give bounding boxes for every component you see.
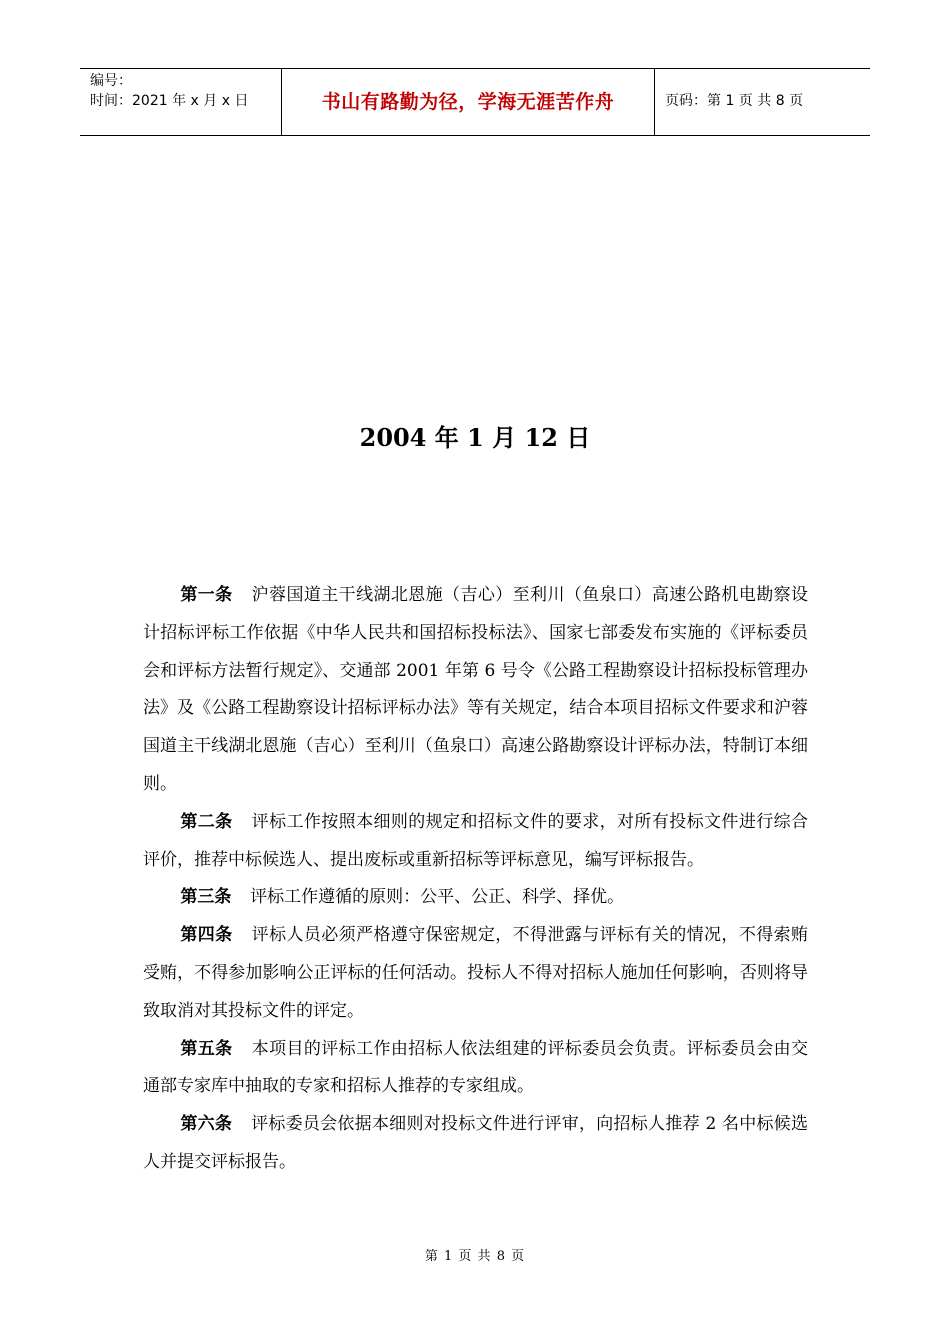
article-title: 第三条 [180,887,232,908]
article-paragraph [143,879,808,917]
document-date: 2004 年 1 月 12 日 [359,423,591,452]
article-title: 第五条 [180,1038,233,1059]
header-page-cell [655,69,870,135]
article-text: 评标工作按照本细则的规定和招标文件的要求，对所有投标文件进行综合评价，推荐中标候选人、提出废标或重新招标等评标意见，编写评标报告。 [143,811,809,870]
article-paragraph [143,917,808,1030]
article-text: 评标工作遵循的原则：公平、公正、科学、择优。 [250,887,625,908]
document-body [143,577,808,1182]
article-title: 第一条 [180,585,233,605]
page-header [80,68,870,136]
article-text: 本项目的评标工作由招标人依法组建的评标委员会负责。评标委员会由交通部专家库中抽取的专家和招标人推荐的专家组成。 [143,1038,809,1097]
article-text: 沪蓉国道主干线湖北恩施（吉心）至利川（鱼泉口）高速公路机电勘察设计招标评标工作依据《中华人民共和国招标投标法》、国家七部委发布实施的《评标委员会和评标方法暂行规定》、交通部 2001 年第 6 号令《公路工程勘察设计招标投标管理办法》及《公路工程勘察设计招标评标办法》等有关规定，结合本项目招标文件要求和沪蓉国道主干线湖北恩施（吉心）至利川（鱼泉口）高速公路勘察设计评标办法，特制订本细则。 [143,585,809,794]
article-paragraph [143,1031,808,1107]
header-motto: 书山有路勤为径，学海无涯苦作舟 [321,90,615,113]
article-paragraph [143,1106,808,1182]
header-meta-cell [80,69,281,135]
header-page-info: 页码：第 1 页 共 8 页 [665,93,804,109]
article-title: 第二条 [180,811,233,832]
article-text: 评标委员会依据本细则对投标文件进行评审，向招标人推荐 2 名中标候选人并提交评标报告。 [143,1114,809,1172]
header-motto-cell [281,69,655,135]
article-text: 评标人员必须严格遵守保密规定，不得泄露与评标有关的情况，不得索贿受贿，不得参加影响公正评标的任何活动。投标人不得对招标人施加任何影响，否则将导致取消对其投标文件的评定。 [143,925,809,1021]
page-footer: 第 1 页 共 8 页 [424,1249,526,1264]
article-paragraph [143,804,808,880]
article-title: 第六条 [180,1114,233,1135]
article-title: 第四条 [180,925,233,946]
document-time-label: 时间：2021 年 x 月 x 日 [90,93,249,109]
article-paragraph [143,577,808,804]
document-number-label: 编号： [90,73,132,89]
